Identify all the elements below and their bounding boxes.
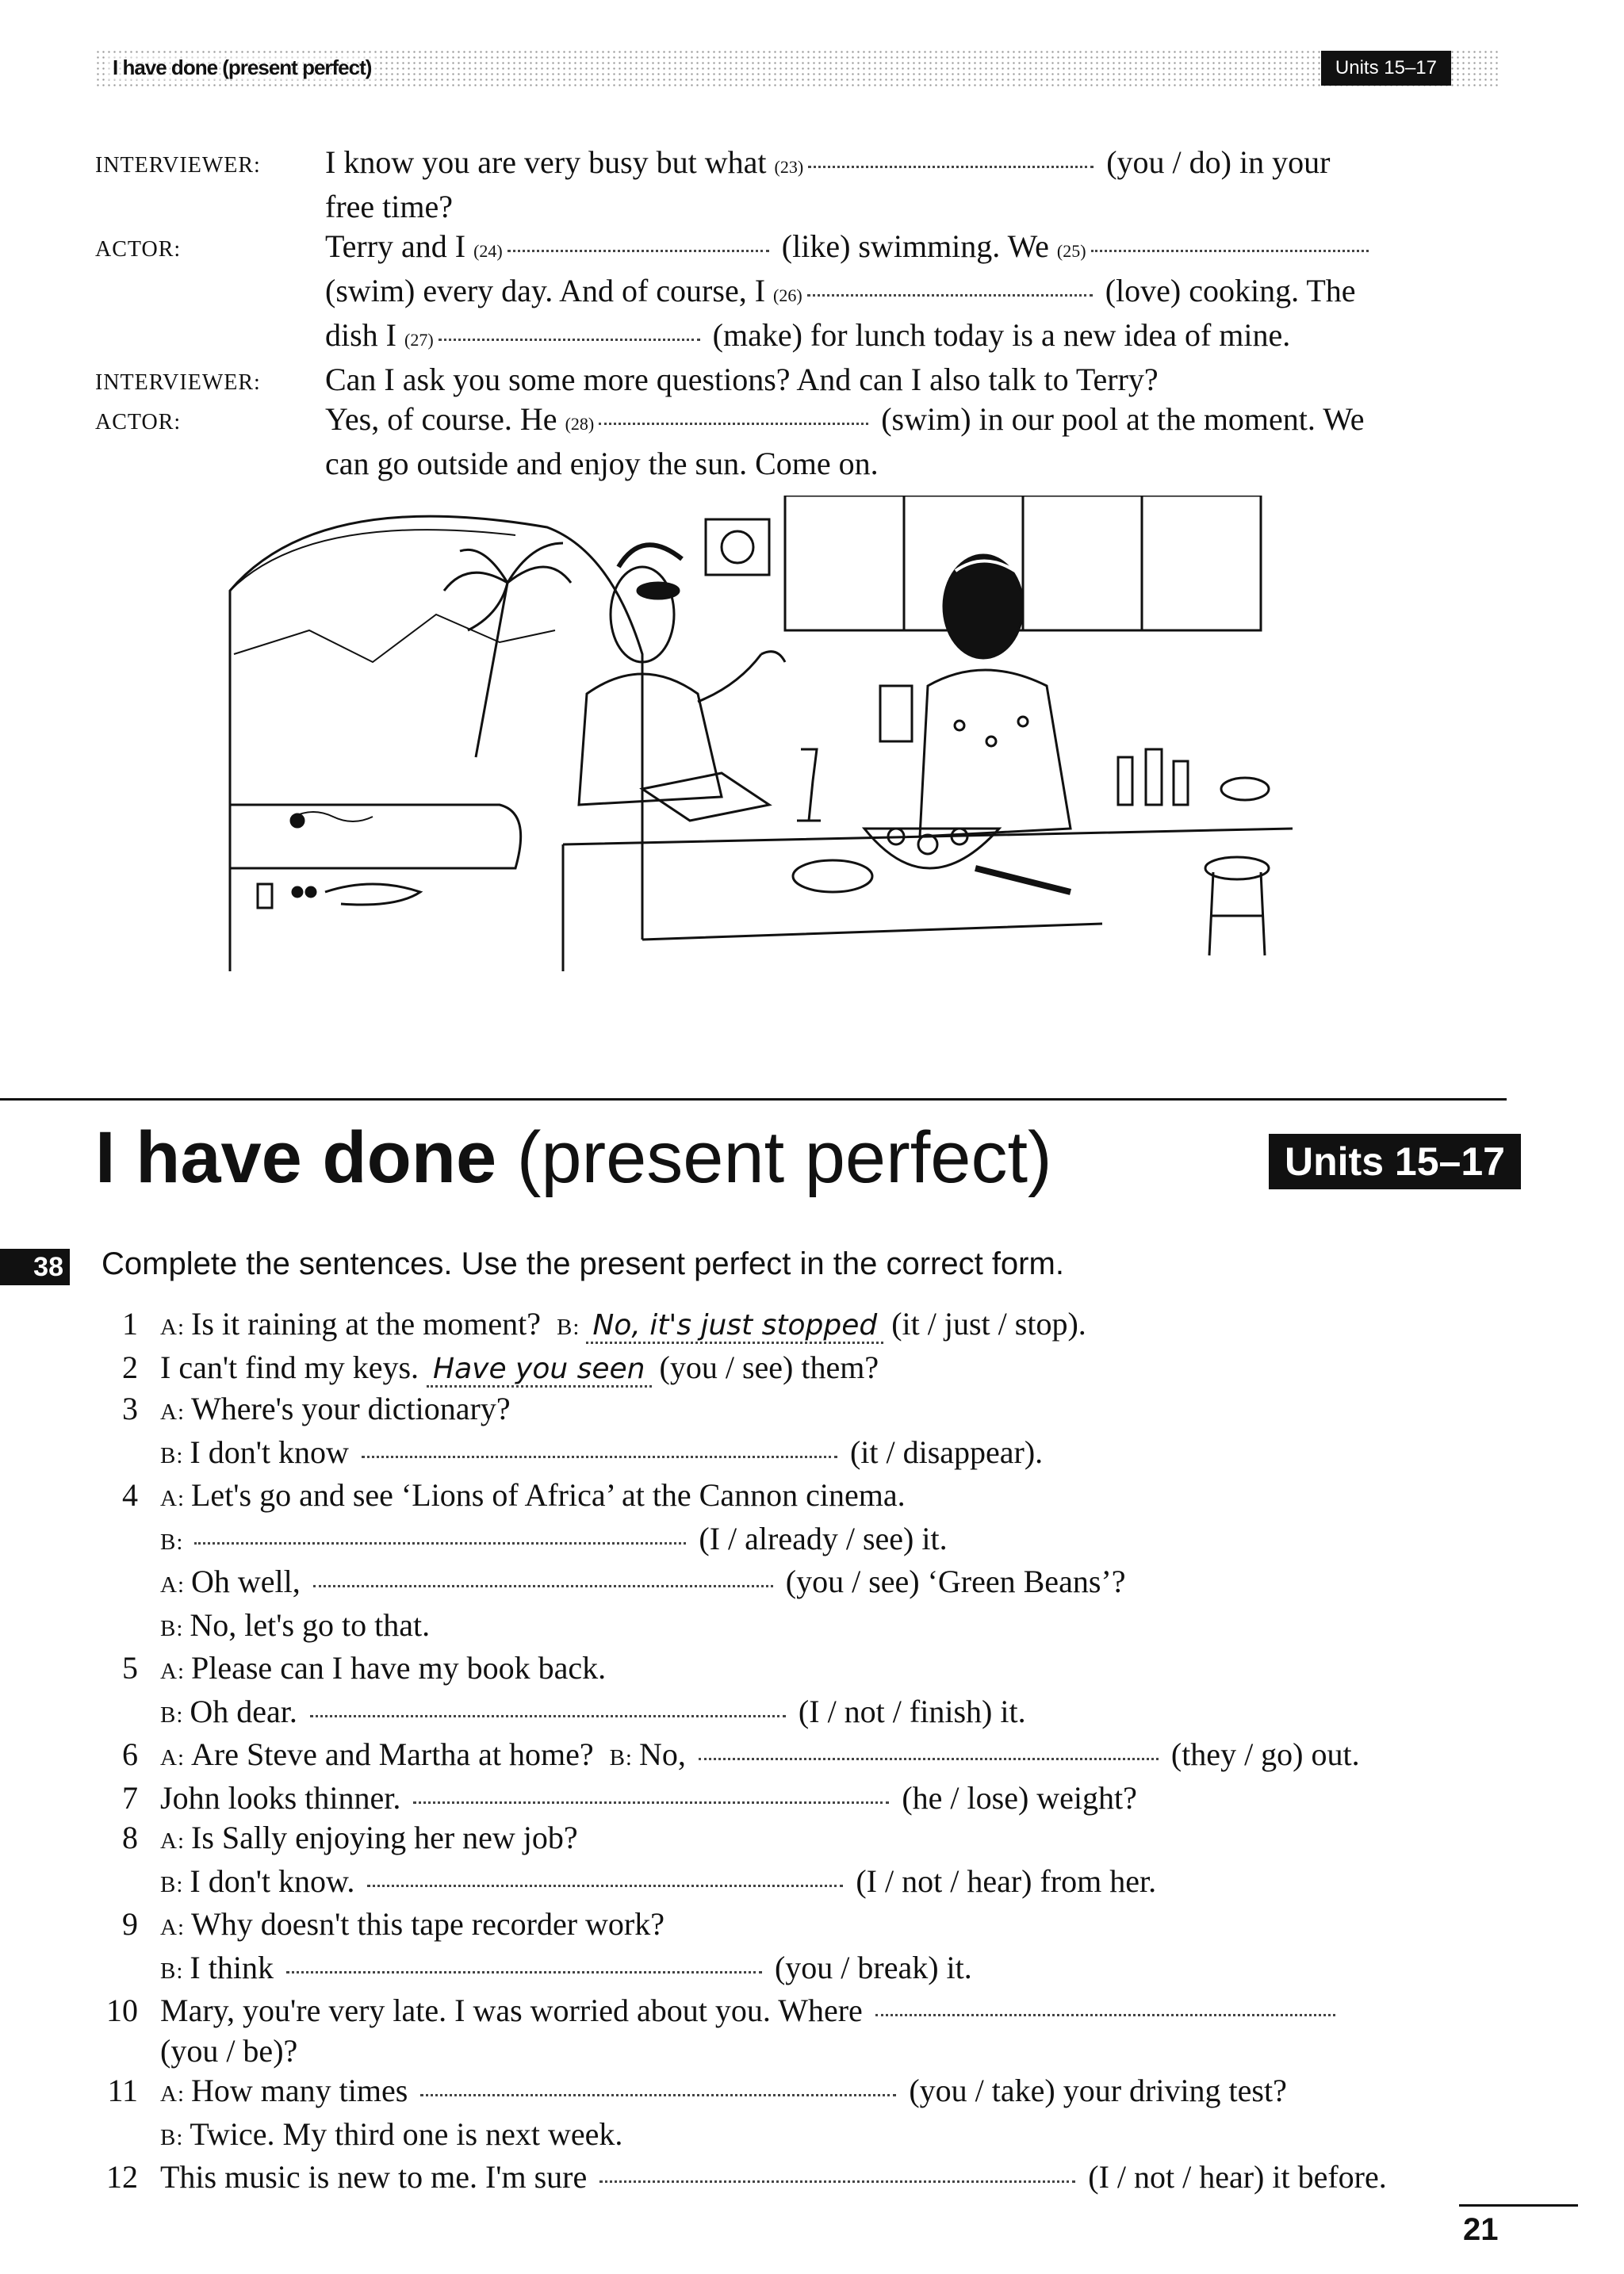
answer-gap[interactable] <box>1091 250 1369 252</box>
item-text: Twice. My third one is next week. <box>190 2115 623 2152</box>
wine-glass <box>797 749 821 821</box>
item-number: 1 <box>122 1306 138 1342</box>
dialogue-text: can go outside and enjoy the sun. Come on. <box>325 446 879 481</box>
speaker-a: A: <box>160 1915 185 1940</box>
item-prompt: (I / not / hear) it before. <box>1088 2159 1387 2195</box>
speaker-a: A: <box>160 1659 185 1684</box>
exercise-item <box>95 1778 1499 1819</box>
item-text: How many times <box>191 2073 408 2108</box>
item-text: Why doesn't this tape recorder work? <box>191 1906 665 1942</box>
framed-picture <box>706 519 769 575</box>
answer-gap[interactable] <box>286 1971 762 1973</box>
item-prompt: (I / not / hear) from her. <box>856 1862 1157 1899</box>
gap-number: (23) <box>774 157 804 177</box>
item-number: 12 <box>106 2159 138 2195</box>
stool <box>1205 857 1269 879</box>
item-number: 5 <box>122 1650 138 1686</box>
dialogue-text: (love) cooking. The <box>1105 273 1356 308</box>
item-number: 7 <box>122 1779 138 1816</box>
speaker-b: B: <box>160 1958 184 1984</box>
section-rule <box>0 1098 1507 1101</box>
gap-number: (27) <box>404 330 434 350</box>
dialogue-text: Yes, of course. He <box>325 401 557 437</box>
dialogue-text: Terry and I <box>325 228 466 264</box>
item-prompt: (it / just / stop). <box>891 1306 1086 1342</box>
answer-gap[interactable] <box>808 166 1094 168</box>
speaker-a: A: <box>160 2081 185 2107</box>
gap-number: (25) <box>1056 241 1086 261</box>
answer-gap[interactable] <box>508 250 769 252</box>
item-text: Let's go and see ‘Lions of Africa’ at the Cannon cinema. <box>191 1477 906 1513</box>
item-text: Are Steve and Martha at home? <box>191 1736 594 1772</box>
page-title-bold: I have done <box>95 1117 497 1198</box>
exercise-items <box>95 1304 1499 2198</box>
item-prompt: (you / take) your driving test? <box>909 2073 1287 2108</box>
woman-right-body <box>920 670 1071 836</box>
item-prompt: (he / lose) weight? <box>902 1779 1137 1816</box>
answer-gap[interactable] <box>699 1758 1159 1760</box>
gap-number: (26) <box>773 285 802 305</box>
gap-number: (28) <box>565 414 595 434</box>
item-text: Where's your dictionary? <box>191 1391 511 1426</box>
pool <box>230 805 521 868</box>
exercise-item <box>95 1348 1499 1390</box>
woman-left-head <box>611 567 674 662</box>
speaker-a: A: <box>160 1745 185 1771</box>
page-title-rest: (present perfect) <box>516 1117 1052 1198</box>
item-number: 10 <box>106 1993 138 2028</box>
speaker-b: B: <box>609 1745 633 1771</box>
example-answer: Have you seen <box>427 1353 652 1388</box>
dialogue-text: (like) swimming. We <box>781 228 1049 264</box>
answer-gap[interactable] <box>367 1885 843 1887</box>
dialogue-text: (make) for lunch today is a new idea of mine. <box>712 317 1291 353</box>
dialogue-text: Can I ask you some more questions? And can I also talk to Terry? <box>325 362 1159 397</box>
item-prompt: (it / disappear). <box>849 1434 1044 1470</box>
dialogue-line <box>95 143 1491 227</box>
dialogue-line <box>95 227 1491 360</box>
speaker-a: A: <box>160 1572 185 1598</box>
answer-gap[interactable] <box>413 1801 889 1804</box>
item-text: I can't find my keys. <box>160 1349 419 1385</box>
item-text: Mary, you're very late. I was worried about you. Where <box>160 1993 863 2028</box>
dialogue-line <box>95 360 1491 400</box>
speaker-label: ACTOR: <box>95 410 182 435</box>
item-text: John looks thinner. <box>160 1779 401 1816</box>
running-header <box>95 49 1499 89</box>
speaker-b: B: <box>160 1442 184 1468</box>
dialogue-text: free time? <box>325 189 453 224</box>
item-text: Oh dear. <box>190 1693 297 1729</box>
item-number: 6 <box>122 1736 138 1772</box>
page-number: 21 <box>1463 2212 1499 2247</box>
running-header-units: Units 15–17 <box>1321 51 1451 86</box>
item-number: 11 <box>107 2073 138 2108</box>
answer-gap[interactable] <box>194 1542 686 1545</box>
speaker-b: B: <box>160 1871 184 1897</box>
dialogue-text: (swim) every day. And of course, I <box>325 273 766 308</box>
woman-left-body <box>579 674 722 805</box>
running-header-title: I have done (present perfect) <box>108 56 376 80</box>
answer-gap[interactable] <box>313 1585 773 1587</box>
speaker-a: A: <box>160 1486 185 1511</box>
item-text: No, let's go to that. <box>190 1606 431 1643</box>
page-number-rule <box>1459 2204 1578 2207</box>
item-prompt: (you / see) them? <box>659 1349 879 1385</box>
item-number: 8 <box>122 1820 138 1855</box>
mixer <box>880 686 912 741</box>
item-prompt: (you / see) ‘Green Beans’? <box>785 1564 1126 1599</box>
exercise-item <box>95 1476 1499 1648</box>
palm-tree <box>476 583 508 757</box>
item-text: Oh well, <box>191 1564 301 1599</box>
exercise-item <box>95 1991 1499 2071</box>
exercise-item <box>95 1735 1499 1778</box>
exercise-item <box>95 2071 1499 2157</box>
exercise-item <box>95 2157 1499 2198</box>
plate <box>793 860 872 892</box>
speaker-a: A: <box>160 1828 185 1854</box>
item-prompt: (you / break) it. <box>774 1949 972 1985</box>
speaker-b: B: <box>160 1529 184 1555</box>
example-answer: No, it's just stopped <box>586 1309 883 1344</box>
item-text: Is it raining at the moment? <box>191 1306 541 1342</box>
arched-window <box>230 516 642 971</box>
speaker-a: A: <box>160 1399 185 1425</box>
rolling-pin <box>975 868 1071 892</box>
dialogue-text: I know you are very busy but what <box>325 144 767 180</box>
item-prompt: (I / already / see) it. <box>699 1520 948 1556</box>
item-text: Please can I have my book back. <box>191 1650 607 1686</box>
answer-gap[interactable] <box>439 339 700 341</box>
dialogue-line <box>95 400 1491 484</box>
item-prompt: (they / go) out. <box>1170 1736 1360 1772</box>
exercise-item <box>95 1304 1499 1348</box>
item-prompt: (you / be)? <box>160 2032 298 2069</box>
item-prompt: (I / not / finish) it. <box>798 1693 1026 1729</box>
exercise-item <box>95 1389 1499 1476</box>
dialogue-text: (swim) in our pool at the moment. We <box>881 401 1365 437</box>
bottle <box>1118 757 1132 805</box>
exercise-instruction: Complete the sentences. Use the present perfect in the correct form. <box>102 1246 1064 1281</box>
cupboard <box>785 496 904 630</box>
answer-gap[interactable] <box>599 2180 1075 2183</box>
item-text: I think <box>190 1949 274 1985</box>
item-number: 4 <box>122 1477 138 1513</box>
speaker-label: INTERVIEWER: <box>95 153 261 178</box>
exercise-number-badge: 38 <box>0 1249 70 1285</box>
answer-gap[interactable] <box>310 1715 786 1717</box>
dialogue-text: (you / do) in your <box>1106 144 1331 180</box>
answer-gap[interactable] <box>362 1456 837 1458</box>
speaker-label: INTERVIEWER: <box>95 370 261 395</box>
answer-gap[interactable] <box>807 294 1093 297</box>
answer-gap[interactable] <box>875 2014 1335 2016</box>
speaker-b: B: <box>160 1702 184 1728</box>
speaker-a: A: <box>160 1315 185 1340</box>
units-badge: Units 15–17 <box>1269 1134 1521 1189</box>
dialogue-text: dish I <box>325 317 396 353</box>
item-number: 2 <box>122 1349 138 1385</box>
exercise-item <box>95 1905 1499 1991</box>
item-text: No, <box>638 1736 686 1772</box>
exercise-item <box>95 1818 1499 1905</box>
counter <box>563 829 1293 971</box>
item-text: I don't know. <box>190 1862 355 1899</box>
dialogue <box>95 143 1491 484</box>
answer-gap[interactable] <box>420 2094 896 2096</box>
item-text: This music is new to me. I'm sure <box>160 2159 588 2195</box>
item-number: 3 <box>122 1391 138 1426</box>
kitchen-illustration <box>214 496 1308 987</box>
item-text: Is Sally enjoying her new job? <box>191 1820 578 1855</box>
item-number: 9 <box>122 1906 138 1942</box>
page-title <box>95 1114 1052 1201</box>
answer-gap[interactable] <box>599 423 868 425</box>
item-text: I don't know <box>190 1434 349 1470</box>
speaker-label: ACTOR: <box>95 237 182 262</box>
speaker-b: B: <box>160 2124 184 2150</box>
exercise-item <box>95 1648 1499 1735</box>
speaker-b: B: <box>160 1615 184 1641</box>
speaker-b: B: <box>557 1315 580 1340</box>
gap-number: (24) <box>473 241 503 261</box>
